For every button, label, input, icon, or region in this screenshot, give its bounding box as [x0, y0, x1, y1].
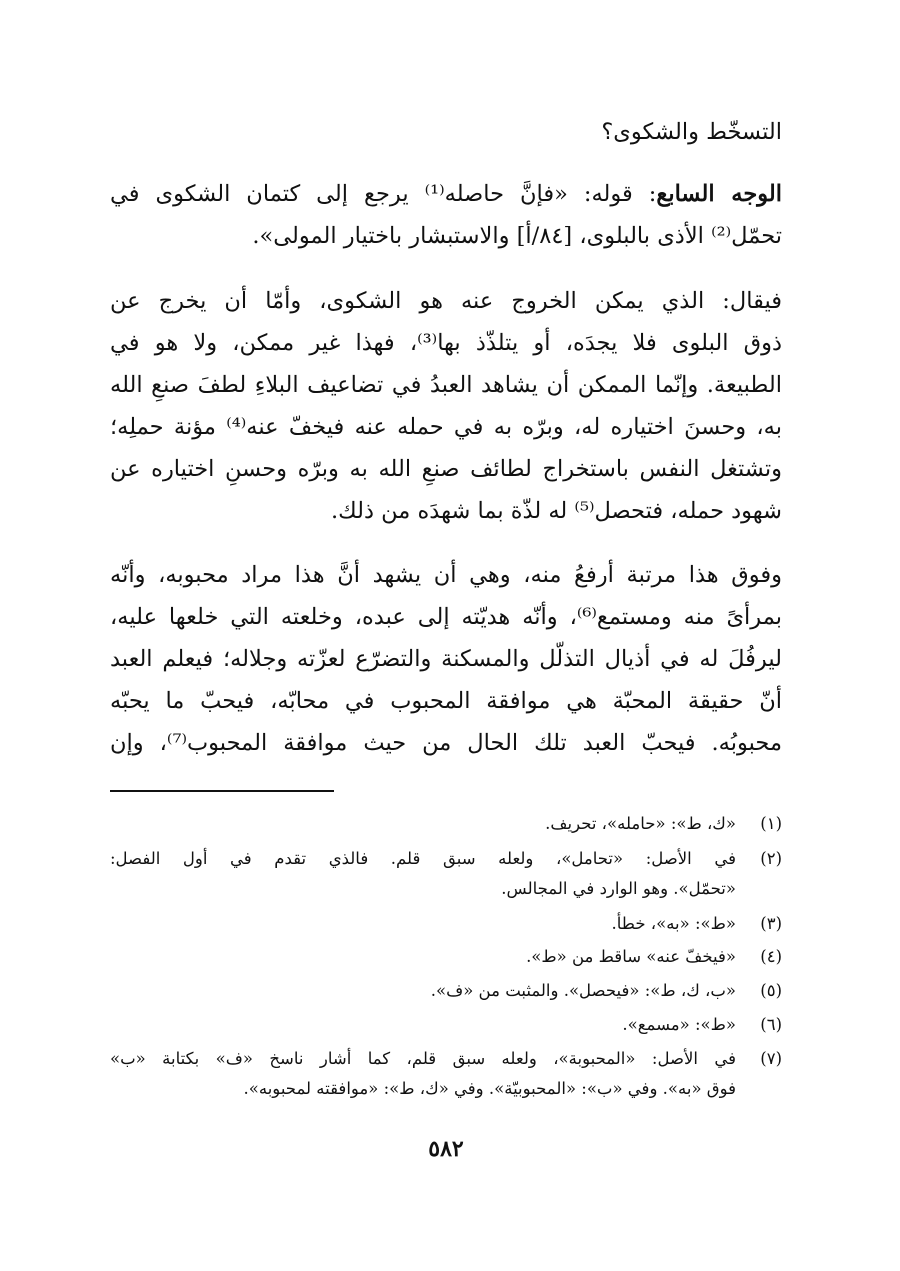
footnote-text: «ك، ط»: «حامله»، تحريف.	[545, 814, 736, 833]
footnote-item	[110, 942, 782, 972]
book-page	[110, 112, 782, 1231]
continued-line: التسخّط والشكوى؟	[601, 119, 782, 145]
paragraph-line: ذوق البلوى فلا يجدَه، أو يتلذّذ بها⁽³⁾، فهذا غير ممكن، ولا هو في	[110, 330, 782, 356]
paragraph-line: وفوق هذا مرتبة أرفعُ منه، وهي أن يشهد أنَّ هذا مراد محبوبه، وأنّه	[110, 562, 782, 588]
footnote-item	[110, 844, 782, 874]
paragraph-line: فيقال: الذي يمكن الخروج عنه هو الشكوى، وأمّا أن يخرج عن	[110, 288, 782, 314]
paragraph-line: محبوبُه. فيحبّ العبد تلك الحال من حيث موافقة المحبوب⁽⁷⁾، وإن	[110, 730, 782, 756]
footnote-item	[110, 1044, 782, 1074]
footnote-text: في الأصل: «تحامل»، ولعله سبق قلم. فالذي تقدم في أول الفصل:	[110, 849, 736, 868]
footnote-text: «ط»: «به»، خطأ.	[611, 914, 736, 933]
footnote-text: في الأصل: «المحبوبة»، ولعله سبق قلم، كما أشار ناسخ «ف» بكتابة «ب»	[110, 1049, 736, 1068]
footnote-text: «ب، ك، ط»: «فيحصل». والمثبت من «ف».	[430, 981, 736, 1000]
footnote-number: (١)	[760, 814, 782, 833]
paragraph-text: : قوله: «فإنَّ حاصله⁽¹⁾ يرجع إلى كتمان الشكوى في	[110, 181, 657, 207]
footnote-item	[110, 976, 782, 1006]
footnote-continuation	[110, 874, 782, 904]
footnote-number: (٧)	[760, 1049, 782, 1068]
paragraph-line: ليرفُلَ له في أذيال التذلّل والمسكنة والتضرّع لعزّته وجلاله؛ فيعلم العبد	[110, 646, 782, 672]
footnote-item	[110, 1010, 782, 1040]
paragraph-line: به، وحسنَ اختياره له، وبرّه به في حمله عنه فيخفّ عنه⁽⁴⁾ مؤنة حملِه؛	[110, 414, 782, 440]
footnote-item	[110, 809, 782, 839]
footnote-number: (٤)	[760, 947, 782, 966]
footnote-number: (٦)	[760, 1015, 782, 1034]
paragraph-line: الطبيعة. وإنّما الممكن أن يشاهد العبدُ في تضاعيف البلاءِ لطفَ صنعِ الله	[110, 372, 782, 398]
footnote-text: «فيخفّ عنه» ساقط من «ط».	[526, 947, 736, 966]
paragraph-line: بمرأىً منه ومستمع⁽⁶⁾، وأنّه هديّته إلى عبده، وخلعته التي خلعها عليه،	[110, 604, 782, 630]
footnote-separator	[110, 790, 334, 792]
section-heading: الوجه السابع	[656, 181, 782, 207]
footnote-text: «تحمّل». وهو الوارد في المجالس.	[501, 879, 736, 898]
footnote-text: فوق «به». وفي «ب»: «المحبوبيّة». وفي «ك، ط»: «موافقته لمحبوبه».	[243, 1079, 736, 1098]
footnote-number: (٥)	[760, 981, 782, 1000]
footnote-text: «ط»: «مسمع».	[622, 1015, 736, 1034]
footnote-item	[110, 909, 782, 939]
paragraph-line: وتشتغل النفس باستخراج لطائف صنعِ الله به وبرّه وحسنِ اختياره عن	[110, 456, 782, 482]
paragraph-line	[110, 174, 782, 214]
paragraph-line: شهود حمله، فتحصل⁽⁵⁾ له لذّة بما شهدَه من ذلك.	[331, 498, 782, 524]
footnote-number: (٣)	[760, 914, 782, 933]
paragraph-line: أنّ حقيقة المحبّة هي موافقة المحبوب في محابّه، فيحبّ ما يحبّه	[110, 688, 782, 714]
footnote-number: (٢)	[760, 849, 782, 868]
page-number: ٥٨٢	[428, 1136, 464, 1162]
paragraph-line: تحمّل⁽²⁾ الأذى بالبلوى، [٨٤/أ] والاستبشار باختيار المولى».	[252, 223, 782, 249]
footnote-continuation	[110, 1074, 782, 1104]
